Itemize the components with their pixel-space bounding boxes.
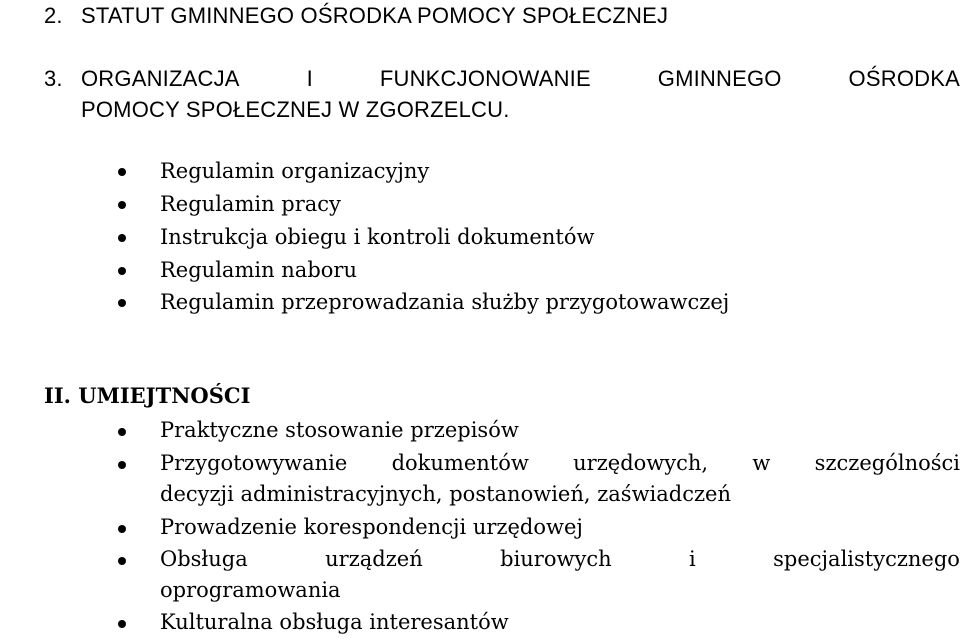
list-item: Regulamin pracy bbox=[160, 192, 341, 216]
list-item-line bbox=[160, 453, 960, 474]
word: i bbox=[689, 547, 696, 571]
word: OŚRODKA bbox=[848, 66, 960, 91]
word: dokumentów bbox=[391, 451, 529, 475]
bullet-icon bbox=[118, 525, 126, 533]
word: FUNKCJONOWANIE bbox=[379, 66, 591, 91]
word: w bbox=[752, 451, 771, 475]
section-3-title-line-2: POMOCY SPOŁECZNEJ W ZGORZELCU. bbox=[81, 97, 510, 122]
bullet-icon bbox=[118, 234, 126, 242]
section-2-heading bbox=[44, 5, 668, 27]
list-item: Praktyczne stosowanie przepisów bbox=[160, 418, 519, 442]
word: ORGANIZACJA bbox=[81, 66, 240, 91]
word: Obsługa bbox=[160, 547, 248, 571]
bullet-icon bbox=[118, 299, 126, 307]
list-item: Instrukcja obiegu i kontroli dokumentów bbox=[160, 225, 595, 249]
section-3-title-line-1 bbox=[81, 68, 960, 90]
word: specjalistycznego bbox=[773, 547, 960, 571]
list-item-line bbox=[160, 549, 960, 570]
list-item-continuation: decyzji administracyjnych, postanowień, zaświadczeń bbox=[160, 482, 732, 506]
list-item: Regulamin przeprowadzania służby przygotowawczej bbox=[160, 290, 730, 314]
word: GMINNEGO bbox=[657, 66, 782, 91]
bullet-icon bbox=[118, 201, 126, 209]
list-item: Kulturalna obsługa interesantów bbox=[160, 610, 509, 634]
list-item: Regulamin naboru bbox=[160, 258, 357, 282]
section-title: STATUT GMINNEGO OŚRODKA POMOCY SPOŁECZNEJ bbox=[81, 3, 669, 28]
bullet-icon bbox=[118, 428, 126, 436]
word: urządzeń bbox=[325, 547, 423, 571]
list-item: Prowadzenie korespondencji urzędowej bbox=[160, 515, 583, 539]
bullet-icon bbox=[118, 620, 126, 628]
word: szczególności bbox=[814, 451, 960, 475]
skills-heading: II. UMIEJTNOŚCI bbox=[44, 383, 251, 408]
word: I bbox=[306, 66, 313, 91]
section-number: 2. bbox=[44, 3, 63, 28]
list-item-continuation: oprogramowania bbox=[160, 578, 341, 602]
bullet-icon bbox=[118, 267, 126, 275]
bullet-icon bbox=[118, 168, 126, 176]
word: urzędowych, bbox=[573, 451, 709, 475]
section-number: 3. bbox=[44, 66, 63, 91]
bullet-icon bbox=[118, 461, 126, 469]
bullet-icon bbox=[118, 557, 126, 565]
word: Przygotowywanie bbox=[160, 451, 348, 475]
list-item: Regulamin organizacyjny bbox=[160, 159, 430, 183]
word: biurowych bbox=[500, 547, 612, 571]
